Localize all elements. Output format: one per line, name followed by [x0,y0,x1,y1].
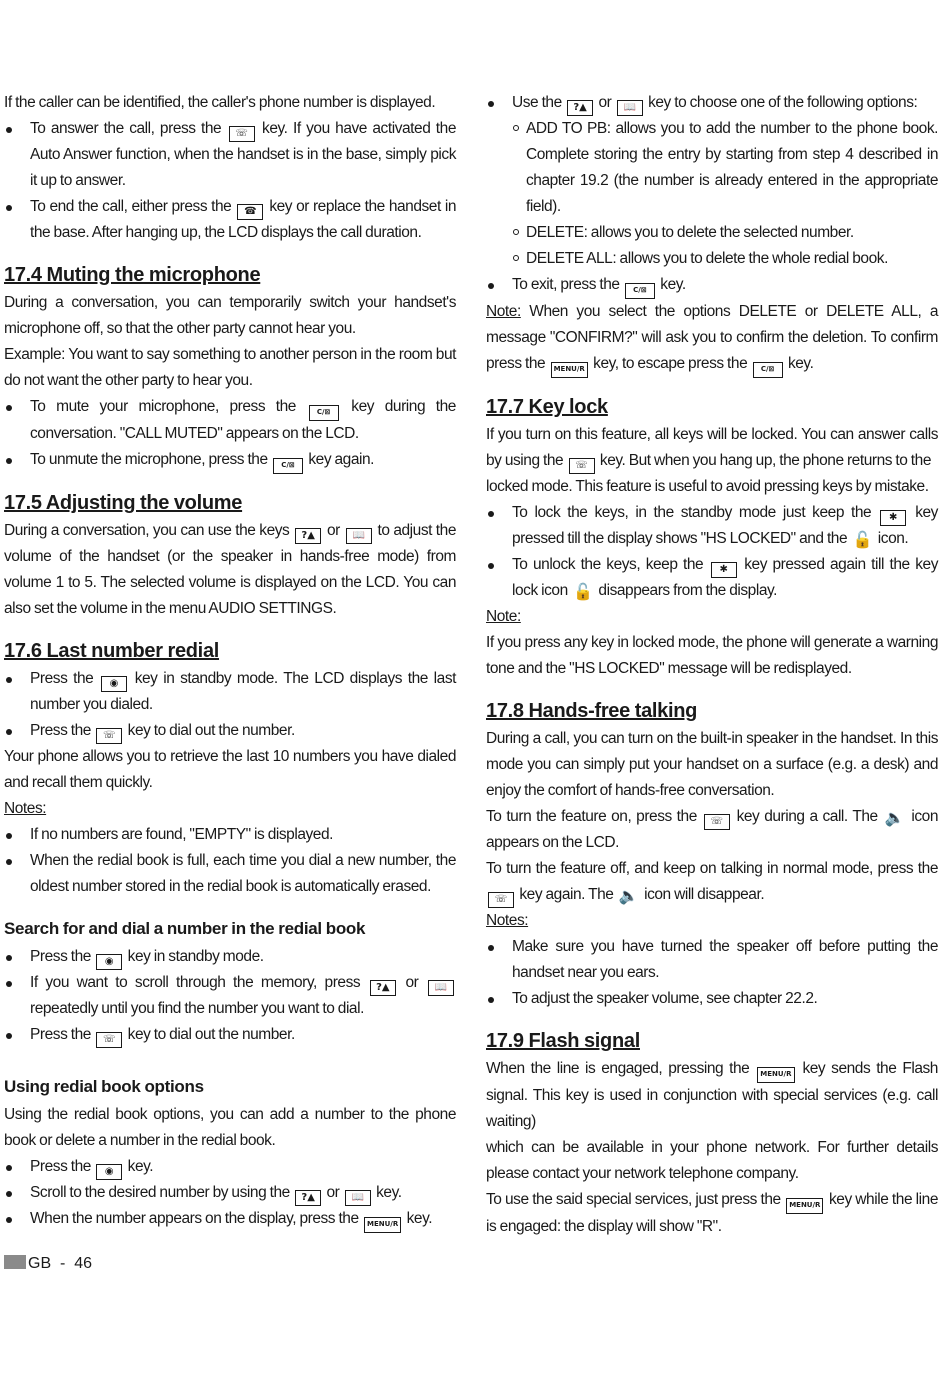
list-item [4,447,456,474]
text: Press the [30,1026,95,1043]
end-key-icon: ☎ [237,204,263,220]
paragraph [486,1056,938,1135]
text: key. [784,355,814,372]
text: key. But when you hang up, the phone returns to the [596,452,931,469]
list-item: When the redial book is full, each time you dial a new number, the oldest number stored in the redial book is automatically erased. [4,848,456,900]
lock-icon: 🔓 [852,530,873,549]
mute-list [4,394,456,474]
text: key sends the Flash signal. This key is used in conjunction with special services (e.g. call waiting) [486,1060,938,1130]
footer-bar [4,1255,26,1269]
page-footer [4,1253,92,1275]
section-heading-17-5: 17.5 Adjusting the volume [4,492,243,514]
text: key. [372,1184,402,1201]
text: or [595,94,615,111]
list-item [486,272,938,299]
list-item [4,944,456,970]
speaker-icon: 🔈 [618,886,639,905]
text: key during a call. The [731,808,883,825]
text: Press the [30,948,95,965]
list-item [4,1022,456,1048]
text: To unmute the microphone, press the [30,451,272,468]
left-column [4,90,456,1233]
options-choose-list [486,90,938,299]
text: key in standby mode. The LCD displays the last number you dialed. [30,670,456,713]
redial-list [4,666,456,744]
text: key to dial out the number. [124,722,295,739]
paragraph [4,518,456,622]
text: key to dial out the number. [124,1026,295,1043]
list-item [486,500,938,552]
text: To lock the keys, in the standby mode just keep the [512,504,879,521]
book-key-icon: 📖 [345,1190,371,1206]
mute-key-icon: C/⊠ [309,405,339,421]
section-heading-17-4: 17.4 Muting the microphone [4,264,261,286]
paragraph [486,856,938,908]
menu-key-icon: MENU/R [364,1217,401,1233]
text: key again. [305,451,375,468]
text: If you want to scroll through the memory, press [30,974,368,991]
mute-key-icon: C/⊠ [273,458,303,474]
list-item [4,970,456,1022]
page-number: 46 [74,1255,93,1272]
search-list [4,944,456,1048]
text: To turn the feature off, and keep on talking in normal mode, press the [486,860,938,877]
keylock-list [486,500,938,604]
subsection-heading-search: Search for and dial a number in the redial book [4,919,366,938]
text: When the line is engaged, pressing the [486,1060,756,1077]
list-item: Make sure you have turned the speaker off before putting the handset near you ears. [486,934,938,986]
subsection-heading-options: Using redial book options [4,1077,204,1096]
redial-key-icon: ◉ [96,954,122,970]
note-label: Note: [486,608,521,625]
text: key pressed again till the key lock icon [512,556,938,599]
right-column [486,90,938,1240]
paragraph [486,1187,938,1240]
paragraph [486,422,938,474]
list-item [4,1154,456,1180]
up-key-icon: ?▲ [567,100,593,116]
notes-list [486,934,938,1012]
talk-key-icon: ☏ [569,458,595,474]
text: key. [656,276,686,293]
up-key-icon: ?▲ [295,1190,321,1206]
footer-lang: GB [28,1255,52,1272]
text: or [323,522,344,539]
intro-text: If the caller can be identified, the caller's phone number is displayed. [4,94,436,111]
answer-end-list [4,116,456,246]
star-key-icon: ✱ [711,562,737,578]
notes-label: Notes: [486,912,529,929]
up-key-icon: ?▲ [370,980,396,996]
list-item [486,552,938,604]
list-item: To adjust the speaker volume, see chapter 22.2. [486,986,938,1012]
redial-key-icon: ◉ [96,1164,122,1180]
paragraph: locked mode. This feature is useful to avoid pressing keys by mistake. [486,478,929,495]
text: To end the call, either press the [30,198,236,215]
note-paragraph [486,299,938,378]
text: key. [403,1210,433,1227]
note-label: Note: [486,303,521,320]
text: To turn the feature on, press the [486,808,702,825]
menu-key-icon: MENU/R [757,1067,794,1083]
talk-key-icon: ☏ [229,126,255,142]
paragraph: which can be available in your phone network. For further details please contact your network telephone company. [486,1139,938,1182]
text: To use the said special services, just press the [486,1191,785,1208]
text: To unlock the keys, keep the [512,556,709,573]
redial-key-icon: ◉ [101,676,127,692]
footer-sep: - [60,1255,66,1272]
lock-icon: 🔓 [573,582,594,601]
text: During a conversation, you can use the keys [4,522,294,539]
text: icon appears on the LCD. [486,808,938,851]
option-item: DELETE ALL: allows you to delete the whole redial book. [512,246,938,272]
text: key again. The [516,886,617,903]
text: repeatedly until you find the number you want to dial. [30,1000,364,1017]
text: Press the [30,722,95,739]
text: Scroll to the desired number by using the [30,1184,294,1201]
menu-key-icon: MENU/R [551,362,588,378]
option-item: ADD TO PB: allows you to add the number to the phone book. Complete storing the entry by starting from step 4 described in chapter 19.2 (the number is already entered in the appropriate field). [512,116,938,220]
text: key pressed till the display shows "HS LOCKED" and the [512,504,938,547]
text: key, to escape press the [589,355,751,372]
speaker-icon: 🔈 [884,808,905,827]
text: If you turn on this feature, all keys will be locked. You can answer calls by using the [486,426,938,469]
book-key-icon: 📖 [617,100,643,116]
text: or [323,1184,343,1201]
paragraph: Example: You want to say something to another person in the room but do not want the other party to hear you. [4,346,456,389]
book-key-icon: 📖 [346,528,372,544]
text: Press the [30,670,99,687]
list-item [4,394,456,447]
text: Use the [512,94,566,111]
list-item [4,194,456,246]
text: key in standby mode. [124,948,264,965]
section-heading-17-7: 17.7 Key lock [486,396,608,418]
up-key-icon: ?▲ [295,528,321,544]
list-item [4,718,456,744]
paragraph: During a call, you can turn on the built-in speaker in the handset. In this mode you can simply put your handset on a surface (e.g. a desk) and enjoy the comfort of hands-free conversation. [486,730,938,799]
text: icon will disappear. [640,886,765,903]
mute-key-icon: C/⊠ [625,283,655,299]
section-heading-17-9: 17.9 Flash signal [486,1030,640,1052]
text: To answer the call, press the [30,120,227,137]
text: key. [124,1158,154,1175]
list-item [4,1180,456,1206]
text: When you select the options DELETE or DELETE ALL, a message "CONFIRM?" will ask you to confirm the deletion. To confirm press the [486,303,939,372]
list-item [4,1206,456,1233]
text: disappears from the display. [595,582,778,599]
paragraph: If you press any key in locked mode, the phone will generate a warning tone and the "HS LOCKED" message will be redisplayed. [486,634,938,677]
paragraph: During a conversation, you can temporarily switch your handset's microphone off, so that the other party cannot hear you. [4,294,456,337]
talk-key-icon: ☏ [704,814,730,830]
text: key to choose one of the following options: [644,94,918,111]
star-key-icon: ✱ [880,510,906,526]
paragraph: Your phone allows you to retrieve the last 10 numbers you have dialed and recall them quickly. [4,748,456,791]
text: Press the [30,1158,95,1175]
text: To mute your microphone, press the [30,398,307,415]
text: icon. [874,530,909,547]
talk-key-icon: ☏ [488,892,514,908]
text: key or replace the handset in the base. After hanging up, the LCD displays the call duration. [30,198,456,241]
option-item: DELETE: allows you to delete the selected number. [512,220,938,246]
talk-key-icon: ☏ [96,1032,122,1048]
mute-key-icon: C/⊠ [753,362,783,378]
text: key. If you have activated the Auto Answer function, when the handset is in the base, simply pick it up to answer. [30,120,456,189]
text: or [397,974,426,991]
text: To exit, press the [512,276,623,293]
list-item [486,90,938,272]
book-key-icon: 📖 [428,980,454,996]
notes-list [4,822,456,900]
text: to adjust the volume of the handset (or the speaker in hands-free mode) from volume 1 to 5. The selected volume is displayed on the LCD. You can also set the volume in the menu AUDIO SETTINGS. [4,522,456,617]
text: When the number appears on the display, press the [30,1210,363,1227]
list-item: If no numbers are found, "EMPTY" is displayed. [4,822,456,848]
section-heading-17-8: 17.8 Hands-free talking [486,700,698,722]
text: key during the conversation. "CALL MUTED" appears on the LCD. [30,398,456,442]
menu-key-icon: MENU/R [786,1198,823,1214]
talk-key-icon: ☏ [96,728,122,744]
list-item [4,116,456,194]
paragraph: Using the redial book options, you can add a number to the phone book or delete a number in the redial book. [4,1106,456,1149]
option-sublist [512,116,938,272]
notes-label: Notes: [4,800,47,817]
options-list [4,1154,456,1233]
text: key while the line is engaged: the display will show "R". [486,1191,938,1235]
section-heading-17-6: 17.6 Last number redial [4,640,220,662]
list-item [4,666,456,718]
paragraph [486,804,938,856]
